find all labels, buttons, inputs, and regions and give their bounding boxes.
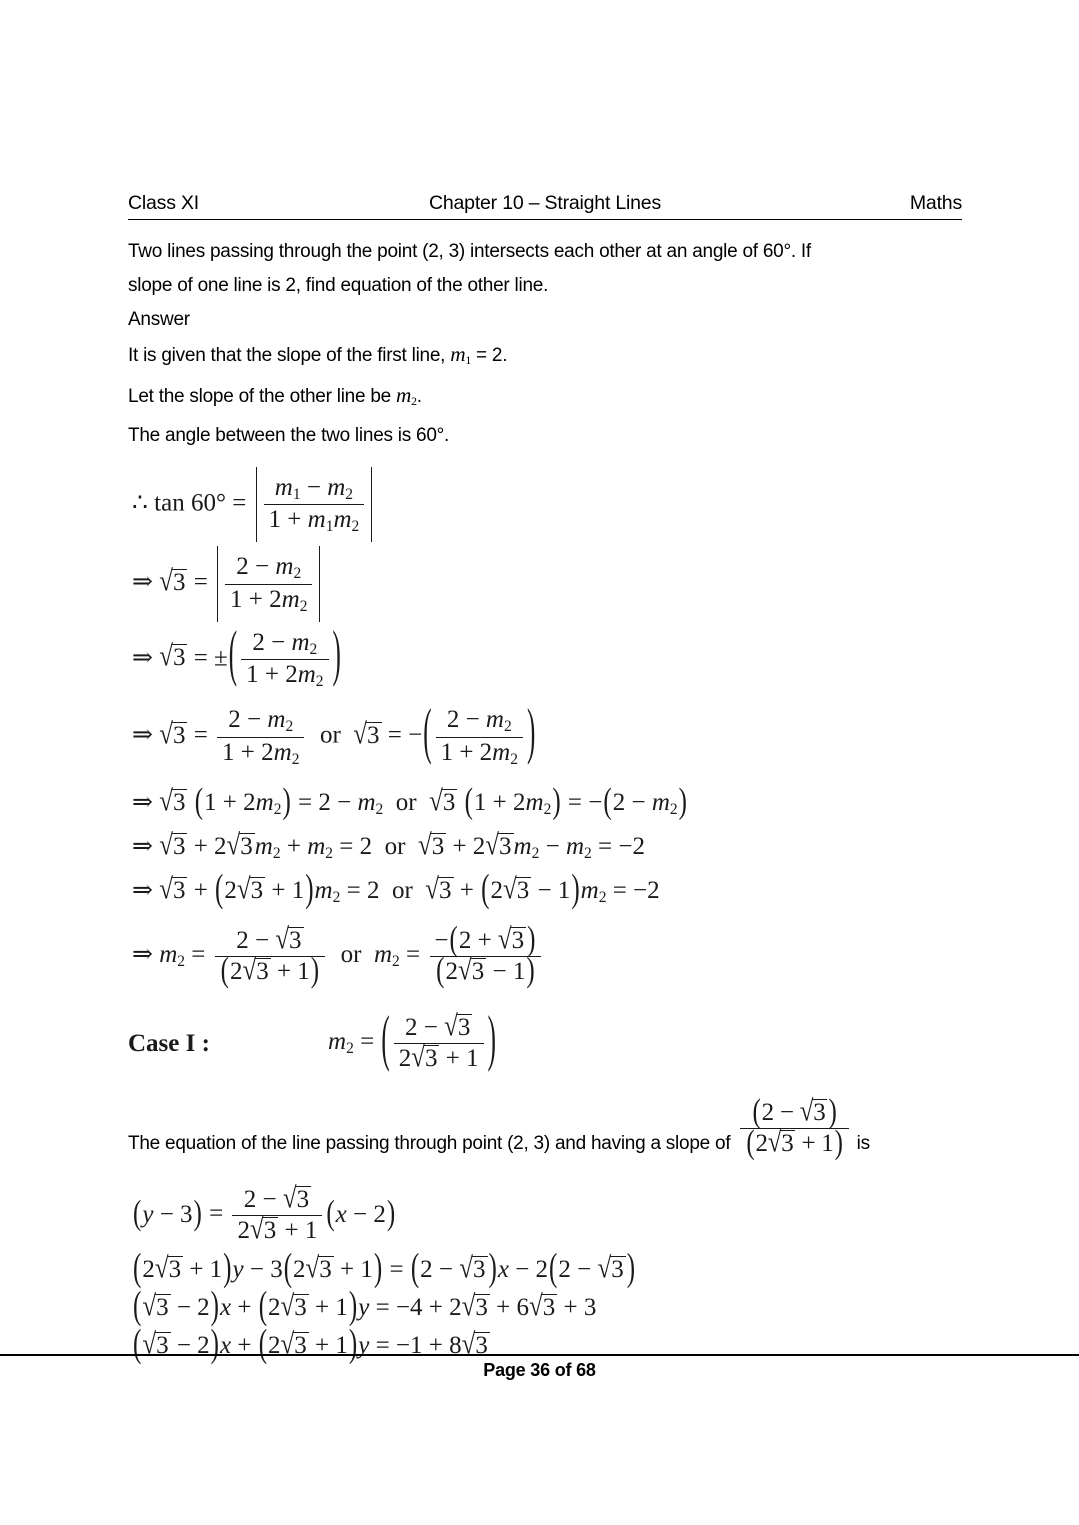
equation-tan60: ∴ tan 60° = m1 − m2 1 + m1m2 xyxy=(128,467,962,542)
statement-angle: The angle between the two lines is 60°. xyxy=(128,424,450,446)
equation-expanded-or: ⇒ √3 + 2√3m2 + m2 = 2 or √3 + 2√3m2 − m2 = −2 xyxy=(132,829,645,862)
slope-sentence-after: is xyxy=(851,1133,870,1155)
footer-rule xyxy=(0,1354,1079,1356)
statement-first-slope: It is given that the slope of the first line, m1 = 2. xyxy=(128,342,508,367)
header-rule xyxy=(128,219,962,220)
equation-sqrt3-abs: ⇒ √3 = 2 − m2 1 + 2m2 xyxy=(128,546,962,621)
page-footer xyxy=(0,1354,1079,1381)
equation-sqrt3-plusminus: ⇒ √3 = ±( $\frac{2 - m2}{1 + 2m2}$ ) xyxy=(132,621,341,690)
slope-sentence-before: The equation of the line passing through point (2, 3) and having a slope of xyxy=(128,1133,736,1155)
equation-final-line: (√3 − 2)x + (2√3 + 1)y = −1 + 8√3 xyxy=(133,1323,488,1366)
equation-linear-or: ⇒ √3 (1 + 2m2) = 2 − m2 or √3 (1 + 2m2) = −(2 − m2) xyxy=(132,781,687,821)
equation-sqrt3-or: ⇒ √3 = $\frac{2 - m2}{1 + 2m2}$ or √3 = −( $\frac{2 - m2}{1 + 2m2}$ ) xyxy=(132,698,536,768)
equation-point-slope: (y − 3) = $\frac{2 - √3}{2√3 + 1}$ (x − 2) xyxy=(133,1182,396,1246)
case1-label: Case I : xyxy=(128,1029,210,1057)
answer-label: Answer xyxy=(128,309,190,330)
slope-fraction: $\frac{(2 - √3 )}{(2√3 + 1)}$ xyxy=(735,1098,851,1159)
page-number: Page 36 of 68 xyxy=(483,1360,596,1380)
slope-sentence xyxy=(128,1093,962,1162)
question-line-1: Two lines passing through the point (2, 3) intersects each other at an angle of 60°. If xyxy=(128,241,811,262)
equation-grouped-or: ⇒ √3 + (2√3 + 1)m2 = 2 or √3 + (2√3 − 1)m2 = −2 xyxy=(132,868,660,910)
page-header xyxy=(128,190,962,216)
header-subject: Maths xyxy=(909,192,962,214)
statement-other-slope: Let the slope of the other line be m2. xyxy=(128,382,422,408)
case1-equation: m2 = ( $\frac{2 - √3}{2√3 + 1}$ ) xyxy=(328,1005,496,1074)
question-line-2: slope of one line is 2, find equation of the other line. xyxy=(128,275,549,296)
case1-row xyxy=(128,1005,962,1074)
equation-simplified-line: (√3 − 2)x + (2√3 + 1)y = −4 + 2√3 + 6√3 + 3 xyxy=(133,1285,597,1328)
equation-expanded-line: (2√3 + 1)y − 3(2√3 + 1) = (2 − √3 )x − 2(2 − √3 ) xyxy=(133,1247,636,1290)
header-class: Class XI xyxy=(128,192,200,214)
question-block xyxy=(128,235,962,453)
equation-m2-values: ⇒ m2 = $\frac{2 - √3}{(2√3 + 1)}$ or m2 = $\frac{-(2 + √3 )}{(2√3 - 1)}$ xyxy=(128,926,962,987)
header-chapter: Chapter 10 – Straight Lines xyxy=(429,192,661,214)
